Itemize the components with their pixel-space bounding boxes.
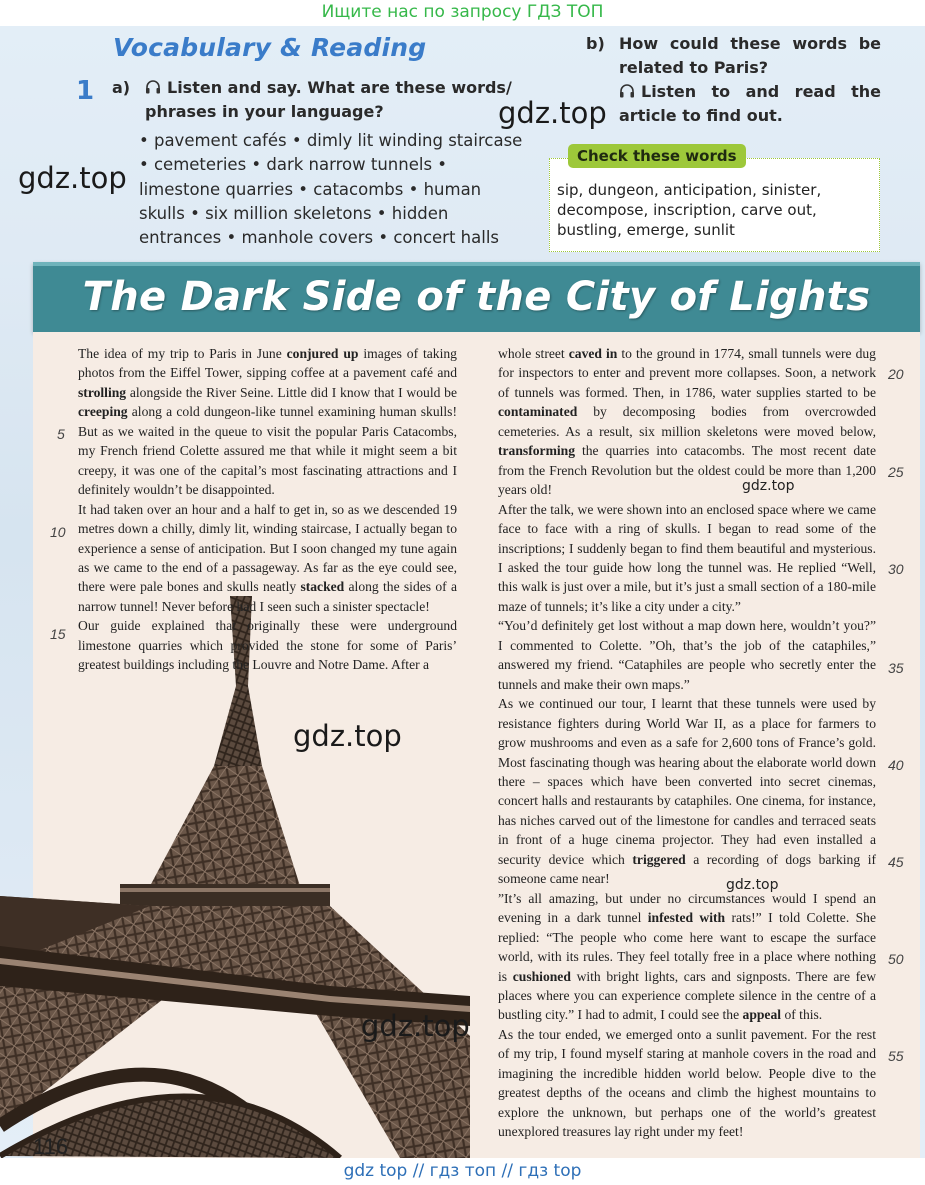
watermark: gdz.top [18,161,127,195]
section-title: Vocabulary & Reading [113,33,427,62]
line-number: 20 [888,366,904,382]
part-b-question: How could these words be related to Paris? [619,34,881,77]
part-a-label: a) [112,78,131,97]
col2-paragraph: “You’d definitely get lost without a map down here, wouldn’t you?” I commented to Colette. ”Oh, that’s the job of the cataphiles,” answered my friend. “Cataphiles are people who secretly enter the tunnels and make their own maps.” [498,618,876,692]
check-words-label: Check these words [568,144,746,168]
line-number: 10 [50,524,66,540]
page-number: 116 [33,1134,69,1158]
watermark: gdz.top [726,877,779,893]
col2-paragraph: ”It’s all amazing, but under no circumstances would I spend an evening in a dark tunnel infested with rats!” I told Colette. She replied: “The people who come here want to escape the surface world, with its rules. They feel totally free in a place where nothing is cushioned with bright lights, cars and signposts. There are few places where you can experience complete silence in the centre of a bustling city.” I had to admit, I could see the appeal of this. [498,890,877,1023]
top-banner[interactable]: Ищите нас по запросу ГДЗ ТОП [0,0,925,26]
col2-paragraph: As we continued our tour, I learnt that these tunnels were used by resistance fighters during World War II, as a place for farmers to grow mushrooms and even as a safe for 2,600 tons of France’s gold. Most fascinating though was hearing about the elaborate world down there – spaces which have been converted into secret cinemas, concert halls and restaurants by cataphiles. One cinema, for instance, has niches carved out of the limestone for candles and terraced seats in front of a huge cinema projector. They had even installed a security device which triggered a recording of dogs barking if someone came near! [498,696,877,887]
line-number: 15 [50,626,66,642]
line-number: 45 [888,854,904,870]
check-words-list: sip, dungeon, anticipation, sinister, decompose, inscription, carve out, bustling, emerge, sunlit [557,181,822,239]
watermark: gdz.top [293,719,402,753]
part-b-label: b) [586,34,605,53]
part-a-instruction [145,76,515,124]
watermark: gdz.top [498,96,607,130]
part-b-instruction [619,32,881,128]
headphones-icon [145,79,161,95]
bottom-banner[interactable]: gdz top // гдз топ // гдз top [0,1158,925,1185]
col2-paragraph: After the talk, we were shown into an enclosed space where we came face to face with a ring of skulls. I began to read some of the inscriptions; I suddenly began to find them beautiful and mysterious. I asked the tour guide how long the tunnel was. He replied “Well, this walk is just over a mile, but it’s just a small section of a 180-mile maze of tunnels; it’s like a city under a city.” [498,501,876,614]
line-number: 30 [888,561,904,577]
exercise-number: 1 [76,76,95,106]
col2-paragraph: whole street caved in to the ground in 1774, small tunnels were dug for inspectors to enter and prevent more collapses. Soon, a network of tunnels was formed. Then, in 1786, water supplies started to be contaminated by decomposing bodies from overcrowded cemeteries. As a result, six million skeletons were moved below, transforming the quarries into catacombs. The most recent date from the French Revolution but the oldest could be more than 1,200 years old! [498,346,876,498]
watermark: gdz.top [361,1009,470,1043]
col1-paragraph: The idea of my trip to Paris in June conjured up images of taking photos from the Eiffel Tower, sipping coffee at a pavement café and strolling alongside the River Seine. Little did I know that I would be creeping along a cold dungeon-like tunnel examining human skulls! But as we waited in the queue to visit the popular Paris Catacombs, my French friend Colette assured me that while it might seem a bit creepy, it was one of the capital’s most fascinating attractions and I definitely wouldn’t be disappointed. [78,346,457,498]
line-number: 40 [888,757,904,773]
col1-paragraph: Our guide explained that originally these were underground limestone quarries which provided the stone for some of Paris’ greatest buildings including the Louvre and Notre Dame. After a [78,618,457,673]
headphones-icon [619,83,635,99]
line-number: 35 [888,660,904,676]
col2-paragraph: As the tour ended, we emerged onto a sunlit pavement. For the rest of my trip, I found myself staring at manhole covers in the road and imagining the incredible hidden world below. People dive to the greatest depths of the oceans and climb the highest mountains to explore the unknown, but perhaps one of the world’s greatest unexplored treasures lay right under my feet! [498,1026,876,1140]
article-column-2 [498,344,876,1142]
line-number: 5 [57,426,65,442]
line-number: 25 [888,464,904,480]
vocabulary-list: • pavement cafés • dimly lit winding staircase • cemeteries • dark narrow tunnels • limestone quarries • catacombs • human skulls • six million skeletons • hidden entrances • manhole covers • concert halls [139,131,523,248]
col1-paragraph: It had taken over an hour and a half to get in, so as we descended 19 metres down a chilly, dimly lit, winding staircase, I actually began to experience a sense of anticipation. But I soon changed my tune again as we came to the end of a passageway. As far as the eye could see, there were pale bones and skulls neatly stacked along the sides of a narrow tunnel! Never before had I seen such a sinister spectacle! [78,501,457,614]
line-number: 55 [888,1048,904,1064]
article-column-1 [78,344,457,675]
part-b-listen [619,80,881,128]
article-title-banner [33,262,920,332]
textbook-page [0,26,925,1158]
line-number: 50 [888,951,904,967]
part-a-instruction-text: Listen and say. What are these words/ phrases in your language? [145,78,512,121]
watermark: gdz.top [742,478,795,494]
part-b-listen-text: Listen to and read the article to find out. [619,82,881,125]
article-title: The Dark Side of the City of Lights [82,274,871,320]
